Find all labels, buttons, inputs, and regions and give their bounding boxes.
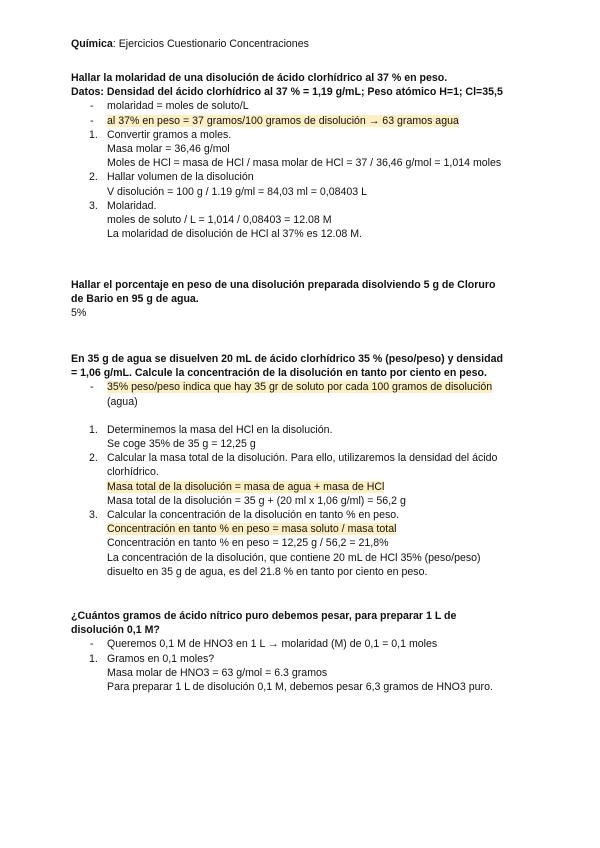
exercise-1-step-1-line: Masa molar = 36,46 g/mol <box>107 143 230 156</box>
exercise-1-step-2-line: V disolución = 100 g / 1.19 g/ml = 84,03 ml = 0,08403 L <box>107 185 368 198</box>
exercise-2-answer: 5% <box>71 307 87 320</box>
exercise-1-step-3: 3. Molaridad. <box>89 199 157 212</box>
bullet-dash: - <box>90 638 94 651</box>
highlighted-text: Masa total de la disolución = masa de agua + masa de HCl <box>107 480 385 493</box>
subject-label: Química <box>71 38 113 50</box>
exercise-3-conclusion: La concentración de la disolución, que contiene 20 mL de HCl 35% (peso/peso) <box>107 551 481 564</box>
exercise-3-question: En 35 g de agua se disuelven 20 mL de ácido clorhídrico 35 % (peso/peso) y densidad <box>71 353 503 365</box>
bullet-dash: - <box>90 100 94 113</box>
exercise-4-step-1: 1. Gramos en 0,1 moles? <box>89 652 215 665</box>
exercise-3-bullet-cont: (agua) <box>107 395 138 408</box>
exercise-1-data: Datos: Densidad del ácido clorhídrico al 37 % = 1,19 g/mL; Peso atómico H=1; Cl=35,5 <box>71 86 503 99</box>
exercise-3-step-1: 1. Determinemos la masa del HCl en la disolución. <box>89 423 333 436</box>
exercise-2-question: de Bario en 95 g de agua. <box>71 293 199 306</box>
exercise-1-step-1: 1. Convertir gramos a moles. <box>89 128 232 141</box>
exercise-2-question: Hallar el porcentaje en peso de una disolución preparada disolviendo 5 g de Cloruro <box>71 279 496 291</box>
highlighted-text: Concentración en tanto % en peso = masa soluto / masa total <box>107 523 397 536</box>
exercise-4-question: disolución 0,1 M? <box>71 624 160 637</box>
exercise-4-bullet: - Queremos 0,1 M de HNO3 en 1 L → molaridad (M) de 0,1 = 0,1 moles <box>90 638 438 651</box>
highlighted-text: al 37% en peso = 37 gramos/100 gramos de disolución → 63 gramos agua <box>107 114 459 127</box>
exercise-3-bullet <box>71 380 531 394</box>
highlighted-text: 35% peso/peso indica que hay 35 gr de soluto por cada 100 gramos de disolución <box>107 381 493 394</box>
exercise-1-question: Hallar la molaridad de una disolución de ácido clorhídrico al 37 % en peso. <box>71 72 448 84</box>
exercise-1-step-3-line: La molaridad de disolución de HCl al 37% es 12.08 M. <box>107 228 362 241</box>
exercise-1-step-1-line: Moles de HCl = masa de HCl / masa molar de HCl = 37 / 36,46 g/mol = 1,014 moles <box>107 157 502 170</box>
exercise-4-question: ¿Cuántos gramos de ácido nítrico puro debemos pesar, para preparar 1 L de <box>71 610 457 622</box>
exercise-4-step-line: Para preparar 1 L de disolución 0,1 M, debemos pesar 6,3 gramos de HNO3 puro. <box>107 681 493 694</box>
document-title <box>71 37 309 51</box>
exercise-1-step-3-line: moles de soluto / L = 1,014 / 0,08403 = 12.08 M <box>107 214 332 227</box>
exercise-3-step-2-cont: clorhídrico. <box>107 466 159 479</box>
exercise-3-step-3-hl <box>71 522 531 536</box>
title-text: : Ejercicios Cuestionario Concentraciones <box>112 38 309 50</box>
exercise-3-step-3-line: Concentración en tanto % en peso = 12,25 g / 56,2 = 21,8% <box>107 537 389 550</box>
bullet-dash: - <box>90 114 94 127</box>
exercise-1-step-2: 2. Hallar volumen de la disolución <box>89 171 254 184</box>
exercise-3-conclusion: disuelto en 35 g de agua, es del 21.8 % en tanto por ciento en peso. <box>107 565 428 578</box>
exercise-3 <box>71 352 531 579</box>
exercise-3-step-2-hl <box>71 480 531 494</box>
exercise-1-bullet-2 <box>71 114 531 128</box>
bullet-dash: - <box>90 381 94 394</box>
exercise-4-step-line: Masa molar de HNO3 = 63 g/mol = 6.3 gramos <box>107 666 328 679</box>
exercise-3-step-3: 3. Calcular la concentración de la disolución en tanto % en peso. <box>89 509 400 522</box>
exercise-1 <box>71 71 531 241</box>
exercise-3-step-2-line: Masa total de la disolución = 35 g + (20 ml x 1,06 g/ml) = 56,2 g <box>107 494 406 507</box>
exercise-2 <box>71 278 531 321</box>
exercise-3-question: = 1,06 g/mL. Calcule la concentración de la disolución en tanto por ciento en peso. <box>71 367 487 380</box>
exercise-4 <box>71 609 531 694</box>
exercise-1-bullet-1: - molaridad = moles de soluto/L <box>90 100 249 113</box>
exercise-3-step-1-line: Se coge 35% de 35 g = 12,25 g <box>107 438 256 451</box>
exercise-3-step-2: 2. Calcular la masa total de la disolución. Para ello, utilizaremos la densidad del ácido <box>89 452 498 465</box>
